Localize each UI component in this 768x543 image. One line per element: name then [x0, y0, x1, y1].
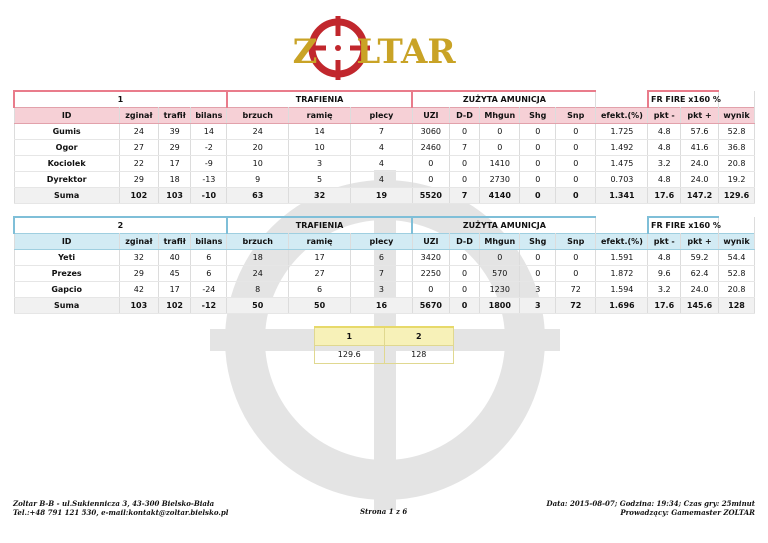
table-cell: 8 [227, 282, 289, 298]
table-cell: 27 [289, 266, 351, 282]
table-cell: 17 [289, 250, 351, 266]
table-cell: 6 [289, 282, 351, 298]
table-cell: 29 [119, 172, 158, 188]
sum-cell: 4140 [480, 188, 520, 204]
table-cell: 3 [520, 282, 556, 298]
table-cell: 52.8 [719, 266, 755, 282]
table-cell: 4 [351, 140, 413, 156]
sum-label: Suma [14, 188, 119, 204]
table-cell: 0.703 [596, 172, 648, 188]
table-cell: 19.2 [719, 172, 755, 188]
table-cell: 20 [227, 140, 289, 156]
score-summary-table [314, 326, 454, 364]
table-cell: 52.8 [719, 124, 755, 140]
table-cell: 4.8 [648, 250, 681, 266]
logo-text-left: Z [292, 32, 318, 72]
table-cell: 0 [480, 124, 520, 140]
table-cell: 0 [520, 266, 556, 282]
column-header: plecy [351, 234, 413, 250]
sum-cell: 129.6 [719, 188, 755, 204]
sum-row [14, 298, 755, 314]
score-value-team-2: 128 [384, 346, 454, 364]
table-row [14, 282, 755, 298]
table-cell: 72 [556, 282, 596, 298]
column-header: UZI [412, 108, 449, 124]
table-cell: 4.8 [648, 140, 681, 156]
ammo-group-header: ZUŻYTA AMUNICJA [412, 91, 595, 108]
column-header: D-D [449, 234, 479, 250]
table-cell: 0 [449, 156, 479, 172]
table-cell: 20.8 [719, 282, 755, 298]
column-header: ramię [289, 234, 351, 250]
table-cell: 9.6 [648, 266, 681, 282]
table-cell: 18 [158, 172, 191, 188]
table-cell: 9 [227, 172, 289, 188]
table-cell: 2730 [480, 172, 520, 188]
table-cell: 1.725 [596, 124, 648, 140]
sum-cell: 16 [351, 298, 413, 314]
table-cell: 0 [556, 124, 596, 140]
table-cell: 1.492 [596, 140, 648, 156]
table-cell: 1.475 [596, 156, 648, 172]
table-cell: 24 [119, 124, 158, 140]
column-header: bilans [191, 108, 227, 124]
table-cell: 10 [227, 156, 289, 172]
table-cell: 570 [480, 266, 520, 282]
table-cell: 4 [351, 172, 413, 188]
column-header: zginał [119, 108, 158, 124]
table-cell: 3 [289, 156, 351, 172]
sum-cell: 72 [556, 298, 596, 314]
footer-page-number: Strona 1 z 6 [360, 507, 408, 516]
table-cell: 0 [556, 266, 596, 282]
column-header: Shg [520, 234, 556, 250]
column-header: pkt - [648, 108, 681, 124]
table-row [14, 156, 755, 172]
sum-cell: 19 [351, 188, 413, 204]
table-cell: 18 [227, 250, 289, 266]
table-cell: 2460 [412, 140, 449, 156]
column-header: plecy [351, 108, 413, 124]
table-cell: 0 [520, 172, 556, 188]
table-cell: 0 [449, 282, 479, 298]
table-cell: 24 [227, 266, 289, 282]
player-name: Yeti [14, 250, 119, 266]
column-header: ID [14, 108, 119, 124]
footer-game-info-line-1: Data: 2015-08-07; Godzina: 19:34; Czas gry: 25minut [546, 499, 755, 508]
sum-cell: 50 [227, 298, 289, 314]
table-cell: 3 [351, 282, 413, 298]
table-cell: 4.8 [648, 124, 681, 140]
sum-cell: -12 [191, 298, 227, 314]
table-cell: 5 [289, 172, 351, 188]
table-cell: 0 [556, 172, 596, 188]
sum-cell: 5670 [412, 298, 449, 314]
zoltar-logo [0, 14, 768, 82]
table-cell: 57.6 [681, 124, 719, 140]
table-cell: 42 [119, 282, 158, 298]
score-value-team-1: 129.6 [315, 346, 385, 364]
table-cell: 2250 [412, 266, 449, 282]
table-cell: 6 [351, 250, 413, 266]
table-cell: 1.594 [596, 282, 648, 298]
table-cell: 0 [480, 140, 520, 156]
table-cell: 0 [449, 124, 479, 140]
column-header: Snp [556, 234, 596, 250]
table-cell: 45 [158, 266, 191, 282]
player-name: Gapcio [14, 282, 119, 298]
table-cell: 1.591 [596, 250, 648, 266]
column-header: trafił [158, 234, 191, 250]
table-cell: 24.0 [681, 156, 719, 172]
table-cell: 7 [449, 140, 479, 156]
sum-cell: 0 [556, 188, 596, 204]
column-header: efekt.(%) [596, 234, 648, 250]
table-cell: 24 [227, 124, 289, 140]
sum-cell: 102 [119, 188, 158, 204]
table-cell: 32 [119, 250, 158, 266]
column-header: wynik [719, 234, 755, 250]
player-name: Dyrektor [14, 172, 119, 188]
sum-cell: 3 [520, 298, 556, 314]
sum-cell: 147.2 [681, 188, 719, 204]
table-cell: 0 [449, 250, 479, 266]
team-name: 1 [14, 91, 227, 108]
table-cell: 27 [119, 140, 158, 156]
table-cell: 6 [191, 250, 227, 266]
table-cell: 10 [289, 140, 351, 156]
table-cell: 24.0 [681, 282, 719, 298]
sum-cell: 50 [289, 298, 351, 314]
table-cell: 0 [412, 282, 449, 298]
column-header: wynik [719, 108, 755, 124]
footer-address-line-2: Tel.:+48 791 121 530, e-mail:kontakt@zoltar.bielsko.pl [13, 508, 229, 517]
column-header: ramię [289, 108, 351, 124]
team-name: 2 [14, 217, 227, 234]
column-header: brzuch [227, 108, 289, 124]
table-cell: 17 [158, 156, 191, 172]
footer-game-info [547, 499, 755, 517]
table-cell: 7 [351, 124, 413, 140]
table-cell: 36.8 [719, 140, 755, 156]
table-cell: 1410 [480, 156, 520, 172]
column-header: D-D [449, 108, 479, 124]
table-cell: 59.2 [681, 250, 719, 266]
sum-cell: 0 [520, 188, 556, 204]
table-cell: 24.0 [681, 172, 719, 188]
table-cell: 4.8 [648, 172, 681, 188]
table-cell: 29 [158, 140, 191, 156]
table-cell: 0 [520, 250, 556, 266]
column-header: Mhgun [480, 234, 520, 250]
table-cell: 3420 [412, 250, 449, 266]
table-cell: 0 [520, 156, 556, 172]
table-cell: 0 [449, 266, 479, 282]
ammo-group-header: ZUŻYTA AMUNICJA [412, 217, 595, 234]
column-header: UZI [412, 234, 449, 250]
table-cell: 7 [351, 266, 413, 282]
table-cell: 14 [191, 124, 227, 140]
sum-cell: 103 [158, 188, 191, 204]
hits-group-header: TRAFIENIA [227, 91, 413, 108]
sum-cell: 103 [119, 298, 158, 314]
sum-cell: 32 [289, 188, 351, 204]
table-cell: 6 [191, 266, 227, 282]
table-cell: 0 [412, 156, 449, 172]
table-cell: -13 [191, 172, 227, 188]
table-row [14, 266, 755, 282]
column-header: trafił [158, 108, 191, 124]
table-cell: 1.872 [596, 266, 648, 282]
table-cell: 3060 [412, 124, 449, 140]
player-name: Prezes [14, 266, 119, 282]
table-row [14, 250, 755, 266]
footer-address-line-1: Zoltar B-B - ul.Sukiennicza 3, 43-300 Bielsko-Biała [13, 499, 215, 508]
column-header: ID [14, 234, 119, 250]
sum-cell: 7 [449, 188, 479, 204]
table-cell: -24 [191, 282, 227, 298]
table-cell: 3.2 [648, 156, 681, 172]
team-2-table [13, 216, 755, 314]
column-header: bilans [191, 234, 227, 250]
sum-cell: 1.696 [596, 298, 648, 314]
table-cell: 4 [351, 156, 413, 172]
sum-cell: -10 [191, 188, 227, 204]
sum-cell: 102 [158, 298, 191, 314]
table-cell: 54.4 [719, 250, 755, 266]
sum-cell: 17.6 [648, 298, 681, 314]
sum-cell: 63 [227, 188, 289, 204]
player-name: Ogor [14, 140, 119, 156]
table-cell: 62.4 [681, 266, 719, 282]
footer-game-info-line-2: Prowadzący: Gamemaster ZOLTAR [620, 508, 755, 517]
fr-group-header: FR FIRE x160 % [648, 217, 719, 234]
table-cell: 3.2 [648, 282, 681, 298]
table-cell: 0 [520, 124, 556, 140]
table-cell: 40 [158, 250, 191, 266]
player-name: Kociolek [14, 156, 119, 172]
sum-label: Suma [14, 298, 119, 314]
sum-row [14, 188, 755, 204]
column-header: zginał [119, 234, 158, 250]
column-header-row [14, 108, 755, 124]
column-header: pkt - [648, 234, 681, 250]
table-cell: 0 [556, 156, 596, 172]
table-cell: 0 [520, 140, 556, 156]
sum-cell: 145.6 [681, 298, 719, 314]
table-cell: 1230 [480, 282, 520, 298]
table-cell: 14 [289, 124, 351, 140]
table-cell: 20.8 [719, 156, 755, 172]
table-cell: 0 [556, 250, 596, 266]
column-header: pkt + [681, 234, 719, 250]
column-header: pkt + [681, 108, 719, 124]
sum-cell: 0 [449, 298, 479, 314]
team-1-table [13, 90, 755, 204]
table-row [14, 172, 755, 188]
logo-text-right: LTAR [356, 32, 456, 72]
table-row [14, 124, 755, 140]
sum-cell: 17.6 [648, 188, 681, 204]
table-cell: 0 [480, 250, 520, 266]
player-name: Gumis [14, 124, 119, 140]
table-row [14, 140, 755, 156]
table-cell: 0 [556, 140, 596, 156]
column-header-row [14, 234, 755, 250]
table-cell: 41.6 [681, 140, 719, 156]
column-header: Shg [520, 108, 556, 124]
column-header: brzuch [227, 234, 289, 250]
sum-cell: 5520 [412, 188, 449, 204]
table-cell: 17 [158, 282, 191, 298]
table-cell: 29 [119, 266, 158, 282]
table-cell: 39 [158, 124, 191, 140]
table-cell: -2 [191, 140, 227, 156]
table-cell: 22 [119, 156, 158, 172]
table-cell: 0 [412, 172, 449, 188]
sum-cell: 1.341 [596, 188, 648, 204]
footer-address [13, 499, 228, 517]
fr-group-header: FR FIRE x160 % [648, 91, 719, 108]
table-cell: 0 [449, 172, 479, 188]
column-header: Snp [556, 108, 596, 124]
column-header: Mhgun [480, 108, 520, 124]
sum-cell: 1800 [480, 298, 520, 314]
score-header-team-1: 1 [315, 327, 385, 346]
table-cell: -9 [191, 156, 227, 172]
sum-cell: 128 [719, 298, 755, 314]
score-header-team-2: 2 [384, 327, 454, 346]
column-header: efekt.(%) [596, 108, 648, 124]
hits-group-header: TRAFIENIA [227, 217, 413, 234]
